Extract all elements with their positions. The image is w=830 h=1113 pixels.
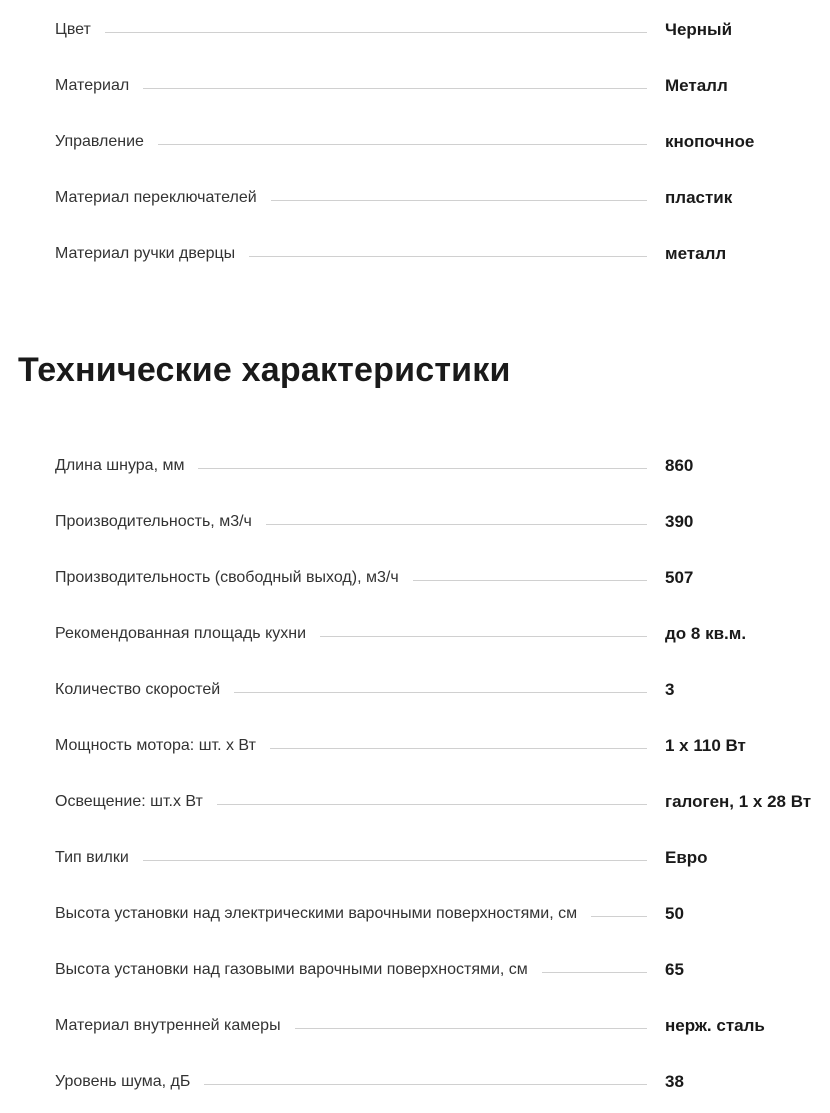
spec-label: Длина шнура, мм	[55, 457, 185, 474]
spec-row	[0, 58, 830, 114]
spec-label: Высота установки над электрическими варочными поверхностями, см	[55, 905, 578, 922]
spec-value: Евро	[665, 848, 708, 867]
spec-value: 3	[665, 680, 675, 699]
spec-row	[0, 718, 830, 774]
spec-label: Материал	[55, 77, 130, 94]
spec-label: Производительность, м3/ч	[55, 513, 252, 530]
leader-line	[266, 524, 647, 525]
leader-line	[217, 804, 647, 805]
leader-line	[542, 972, 647, 973]
spec-value: 507	[665, 568, 694, 587]
spec-row	[0, 2, 830, 58]
leader-line	[158, 144, 647, 145]
spec-value: 65	[665, 960, 684, 979]
spec-row	[0, 494, 830, 550]
spec-row	[0, 438, 830, 494]
spec-row	[0, 774, 830, 830]
spec-group-general	[0, 2, 830, 282]
spec-label: Материал ручки дверцы	[55, 245, 236, 262]
section-title: Технические характеристики	[18, 351, 511, 389]
spec-label: Уровень шума, дБ	[55, 1073, 191, 1090]
spec-row	[0, 226, 830, 282]
spec-value: галоген, 1 х 28 Вт	[665, 792, 812, 811]
spec-label: Мощность мотора: шт. х Вт	[55, 737, 256, 754]
spec-value: металл	[665, 244, 727, 263]
spec-label: Цвет	[55, 21, 91, 38]
spec-row	[0, 114, 830, 170]
leader-line	[143, 860, 647, 861]
leader-line	[234, 692, 647, 693]
leader-line	[295, 1028, 647, 1029]
spec-value: Черный	[665, 20, 733, 39]
leader-line	[105, 32, 647, 33]
spec-value: Металл	[665, 76, 728, 95]
leader-line	[591, 916, 647, 917]
leader-line	[249, 256, 647, 257]
spec-value: 50	[665, 904, 684, 923]
leader-line	[271, 200, 647, 201]
spec-label: Высота установки над газовыми варочными поверхностями, см	[55, 961, 528, 978]
spec-row	[0, 830, 830, 886]
leader-line	[413, 580, 647, 581]
spec-row	[0, 942, 830, 998]
spec-value: до 8 кв.м.	[665, 624, 747, 643]
spec-value: пластик	[665, 188, 733, 207]
spec-row	[0, 170, 830, 226]
leader-line	[320, 636, 647, 637]
spec-value: нерж. сталь	[665, 1016, 765, 1035]
spec-row	[0, 606, 830, 662]
spec-row	[0, 998, 830, 1054]
spec-row	[0, 886, 830, 942]
leader-line	[198, 468, 647, 469]
spec-label: Материал переключателей	[55, 189, 257, 206]
spec-row	[0, 550, 830, 606]
spec-label: Производительность (свободный выход), м3/ч	[55, 569, 399, 586]
spec-label: Количество скоростей	[55, 681, 221, 698]
spec-group-technical	[0, 438, 830, 1110]
spec-row	[0, 662, 830, 718]
spec-label: Управление	[55, 133, 144, 150]
spec-value: кнопочное	[665, 132, 755, 151]
spec-label: Освещение: шт.х Вт	[55, 793, 203, 810]
spec-value: 390	[665, 512, 694, 531]
leader-line	[270, 748, 647, 749]
spec-label: Рекомендованная площадь кухни	[55, 625, 307, 642]
spec-row	[0, 1054, 830, 1110]
spec-label: Материал внутренней камеры	[55, 1017, 281, 1034]
spec-value: 38	[665, 1072, 684, 1091]
leader-line	[204, 1084, 647, 1085]
spec-value: 860	[665, 456, 694, 475]
leader-line	[143, 88, 647, 89]
spec-label: Тип вилки	[55, 849, 129, 866]
spec-value: 1 х 110 Вт	[665, 736, 746, 755]
